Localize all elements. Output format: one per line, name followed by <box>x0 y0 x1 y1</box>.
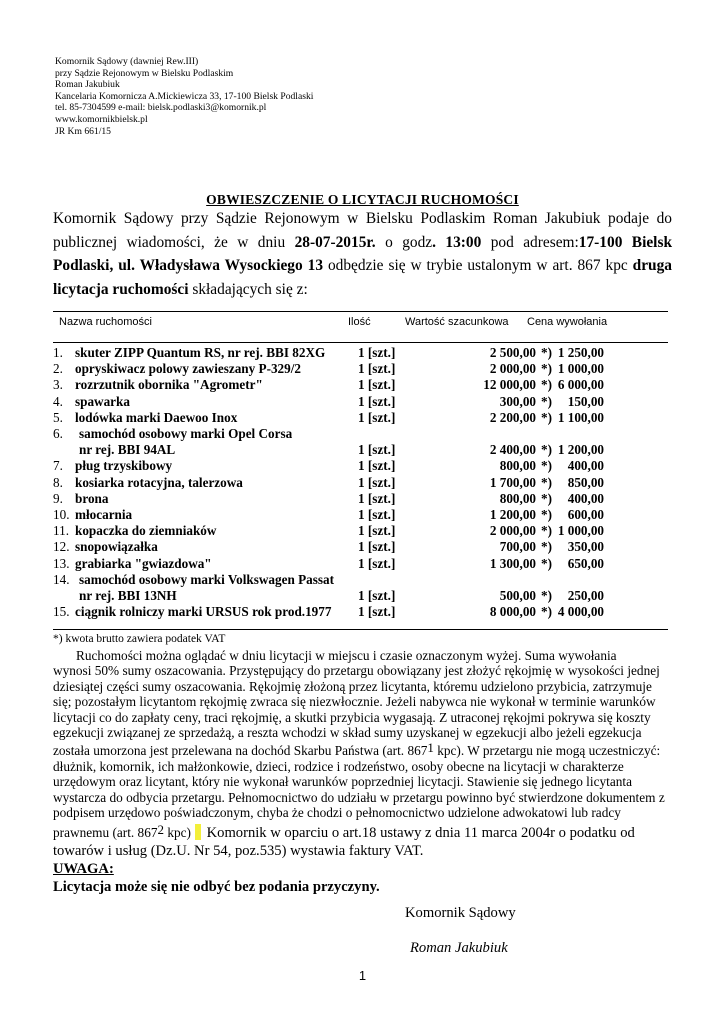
item-number: 13. <box>53 555 70 571</box>
page-number: 1 <box>358 968 367 983</box>
item-estimated-value: 800,00 <box>499 458 536 474</box>
table-row <box>53 361 613 377</box>
table-row-continued <box>53 588 613 604</box>
header-line: przy Sądzie Rejonowym w Bielsku Podlaskim <box>55 67 234 79</box>
item-number: 1. <box>53 345 63 360</box>
item-vat-note: *) <box>541 604 552 620</box>
item-quantity: 1 [szt.] <box>358 588 396 603</box>
item-name: kopaczka do ziemniaków <box>75 523 217 539</box>
item-quantity: 1 [szt.] <box>358 523 396 539</box>
item-name: młocarnia <box>75 507 133 522</box>
table-row-continued <box>53 442 613 458</box>
item-number: 8. <box>53 474 63 490</box>
item-quantity: 1 [szt.] <box>358 409 396 425</box>
col-header-call: Cena wywołania <box>527 316 608 328</box>
item-name: grabiarka "gwiazdowa" <box>75 555 212 571</box>
header-line: Kancelaria Komornicza A.Mickiewicza 33, 17-100 Bielsk Podlaski <box>55 90 314 102</box>
table-row <box>53 410 613 426</box>
item-estimated-value: 1 700,00 <box>489 474 536 490</box>
table-row <box>53 572 613 588</box>
terms-paragraph <box>53 648 672 859</box>
item-number: 9. <box>53 490 63 506</box>
item-starting-price: 1 100,00 <box>557 409 604 425</box>
intro-text: odbędzie się w trybie ustalonym w art. 867 kpc <box>323 257 633 274</box>
superscript: 1 <box>427 740 434 756</box>
item-number: 12. <box>53 539 70 555</box>
item-number: 6. <box>53 426 63 441</box>
item-estimated-value: 8 000,00 <box>489 604 536 620</box>
warning-heading: UWAGA: <box>53 861 114 877</box>
table-row <box>53 604 613 620</box>
item-number: 14. <box>53 571 70 587</box>
item-vat-note: *) <box>541 377 552 393</box>
intro-text: składających się z: <box>188 280 308 298</box>
item-starting-price: 6 000,00 <box>557 377 604 393</box>
body-line: się; pozostałym licytantom rękojmię zwraca się niezwłocznie. Jeżeli nabywca nie wykonał w terminie warunków <box>53 694 656 710</box>
body-text: została umorzona jest przelewana na dochód Skarbu Państwa (art. 867 <box>53 743 428 759</box>
item-starting-price: 350,00 <box>567 539 604 555</box>
table-row <box>53 507 613 523</box>
body-line: licytacji co do zapłaty ceny, traci rękojmię, a skutki przybicia wygasają. Z utraconej rękojmi pokrywa się koszty <box>53 709 651 725</box>
auction-address: 17-100 Bielsk Podlaski, ul. Władysława Wysockiego 13 <box>53 233 673 274</box>
highlight-marker <box>195 824 201 840</box>
superscript: 2 <box>157 822 164 838</box>
intro-text: pod adresem: <box>481 233 579 251</box>
item-vat-note: *) <box>541 361 552 377</box>
item-vat-note: *) <box>541 507 552 522</box>
item-quantity: 1 [szt.] <box>358 442 396 458</box>
item-starting-price: 250,00 <box>567 588 604 603</box>
intro-text: o godz <box>375 233 433 251</box>
header-line: Komornik Sądowy (dawniej Rew.III) <box>55 56 199 67</box>
divider <box>53 311 668 312</box>
item-estimated-value: 2 200,00 <box>489 409 536 425</box>
table-row <box>53 475 613 491</box>
item-name: pług trzyskibowy <box>75 458 173 474</box>
item-name: ciągnik rolniczy marki URSUS rok prod.1977 <box>75 604 332 620</box>
item-name: skuter ZIPP Quantum RS, nr rej. BBI 82XG <box>75 345 326 360</box>
item-estimated-value: 2 000,00 <box>489 361 536 377</box>
body-line: podpisem urzędowo poświadczonym, chyba że chodzi o pełnomocnictwo udzielone adwokatowi lub radcy <box>53 805 621 821</box>
table-row <box>53 426 613 442</box>
item-estimated-value: 2 500,00 <box>489 345 536 360</box>
item-name: samochód osobowy marki Volkswagen Passat <box>79 571 334 587</box>
item-registration: nr rej. BBI 94AL <box>79 442 176 458</box>
item-estimated-value: 800,00 <box>499 490 536 506</box>
item-starting-price: 600,00 <box>567 507 604 522</box>
item-quantity: 1 [szt.] <box>358 474 396 490</box>
col-header-value: Wartość szacunkowa <box>405 316 509 328</box>
body-line: towarów i usług (Dz.U. Nr 54, poz.535) wystawia faktury VAT. <box>53 842 424 859</box>
header-line: Roman Jakubiuk <box>55 79 120 91</box>
item-number: 5. <box>53 409 63 425</box>
body-line: urzędowym oraz licytant, który nie wykonał warunków poprzedniej licytacji. Stawienie się jednego licytanta <box>53 774 632 790</box>
col-header-qty: Ilość <box>348 316 371 328</box>
item-quantity: 1 [szt.] <box>358 604 396 620</box>
item-number: 10. <box>53 507 70 522</box>
item-starting-price: 650,00 <box>567 555 604 571</box>
item-vat-note: *) <box>541 409 552 425</box>
item-starting-price: 1 200,00 <box>557 442 604 458</box>
body-text: kpc) <box>164 825 191 841</box>
divider <box>53 629 668 630</box>
item-estimated-value: 700,00 <box>499 539 536 555</box>
body-line: dłużnik, komornik, ich małżonkowie, dzieci, rodzice i rodzeństwo, osoby obecne na licytacji w charakterze <box>53 758 624 774</box>
item-estimated-value: 1 200,00 <box>489 507 536 522</box>
item-vat-note: *) <box>541 523 552 539</box>
table-row <box>53 394 613 410</box>
item-quantity: 1 [szt.] <box>358 458 396 474</box>
item-starting-price: 400,00 <box>567 490 604 506</box>
item-name: lodówka marki Daewoo Inox <box>75 409 238 425</box>
body-text: kpc). W przetargu nie mogą uczestniczyć: <box>433 743 661 759</box>
item-quantity: 1 [szt.] <box>358 361 396 377</box>
col-header-name: Nazwa ruchomości <box>59 316 152 328</box>
item-number: 11. <box>53 523 69 539</box>
table-row <box>53 458 613 474</box>
intro-text: Komornik Sądowy przy Sądzie Rejonowym w Bielsku Podlaskim Roman Jakubiuk podaje do publicznej wiadomości, że w dniu <box>53 210 672 251</box>
table-row <box>53 523 613 539</box>
item-number: 2. <box>53 361 63 377</box>
item-quantity: 1 [szt.] <box>358 539 396 555</box>
bailiff-header <box>55 56 313 137</box>
item-name: snopowiązałka <box>75 539 158 555</box>
item-estimated-value: 1 300,00 <box>489 555 536 571</box>
item-vat-note: *) <box>541 490 552 506</box>
item-quantity: 1 [szt.] <box>358 555 396 571</box>
item-name: opryskiwacz polowy zawieszany P-329/2 <box>75 361 302 377</box>
signature-name: Roman Jakubiuk <box>410 940 508 956</box>
item-estimated-value: 500,00 <box>499 588 536 603</box>
body-text: prawnemu (art. 867 <box>53 825 158 841</box>
item-starting-price: 4 000,00 <box>557 604 604 620</box>
item-vat-note: *) <box>541 588 552 603</box>
item-estimated-value: 2 400,00 <box>489 442 536 458</box>
auction-date: 28-07-2015r. <box>294 233 376 251</box>
body-line: dziesiątej części sumy oszacowania. Rękojmię złożoną przez licytanta, któremu udzielono przybicia, zatrzymuje <box>53 678 652 694</box>
item-name: brona <box>75 490 109 506</box>
document-title: OBWIESZCZENIE O LICYTACJI RUCHOMOŚCI <box>206 192 519 207</box>
item-number: 3. <box>53 377 63 393</box>
item-name: kosiarka rotacyjna, talerzowa <box>75 474 243 490</box>
item-estimated-value: 2 000,00 <box>489 523 536 539</box>
item-vat-note: *) <box>541 393 552 409</box>
table-row <box>53 491 613 507</box>
table-row <box>53 377 613 393</box>
table-row <box>53 345 613 361</box>
body-line: Ruchomości można oglądać w dniu licytacji w miejscu i czasie oznaczonym wyżej. Suma wywołania <box>76 648 617 663</box>
item-number: 4. <box>53 393 63 409</box>
body-line <box>53 740 672 758</box>
item-starting-price: 1 000,00 <box>557 361 604 377</box>
item-quantity: 1 [szt.] <box>358 393 396 409</box>
item-vat-note: *) <box>541 442 552 458</box>
divider <box>53 342 668 343</box>
item-registration: nr rej. BBI 13NH <box>79 588 177 603</box>
auction-type: druga licytacja ruchomości <box>53 257 672 298</box>
item-vat-note: *) <box>541 555 552 571</box>
item-starting-price: 150,00 <box>567 393 604 409</box>
item-quantity: 1 [szt.] <box>358 377 396 393</box>
header-line: tel. 85-7304599 e-mail: bielsk.podlaski3@komornik.pl <box>55 102 267 114</box>
item-starting-price: 850,00 <box>567 474 604 490</box>
item-starting-price: 1 250,00 <box>557 345 604 360</box>
item-vat-note: *) <box>541 458 552 474</box>
vat-footnote: *) kwota brutto zawiera podatek VAT <box>53 633 226 645</box>
signature-role: Komornik Sądowy <box>405 905 516 921</box>
body-line: egzekucji związanej ze sprzedażą, a reszta wchodzi w skład sumy uzyskanej w egzekucji albo jeżeli egzekucja <box>53 725 642 741</box>
warning-text: Licytacja może się nie odbyć bez podania przyczyny. <box>53 879 380 895</box>
item-vat-note: *) <box>541 474 552 490</box>
item-number: 7. <box>53 458 63 474</box>
auction-time: . 13:00 <box>432 233 482 251</box>
item-quantity: 1 [szt.] <box>358 345 396 360</box>
table-row <box>53 539 613 555</box>
item-name: spawarka <box>75 393 130 409</box>
body-text: Komornik w oparciu o art.18 ustawy z dnia 11 marca 2004r o podatku od <box>202 825 635 842</box>
body-line: wynosi 50% sumy oszacowania. Przystępujący do przetargu obowiązany jest złożyć rękojmię w wysokości jednej <box>53 663 660 679</box>
item-vat-note: *) <box>541 345 552 360</box>
body-line <box>53 822 672 841</box>
item-quantity: 1 [szt.] <box>358 507 396 522</box>
item-name: rozrzutnik obornika "Agrometr" <box>75 377 263 393</box>
item-quantity: 1 [szt.] <box>358 490 396 506</box>
body-line: wystarcza do odbycia przetargu. Pełnomocnictwo do udziału w przetargu powinno być stwierdzone dokumentem z <box>53 789 665 805</box>
intro-paragraph <box>53 207 672 301</box>
item-estimated-value: 300,00 <box>499 393 536 409</box>
item-starting-price: 400,00 <box>567 458 604 474</box>
item-estimated-value: 12 000,00 <box>483 377 536 393</box>
item-starting-price: 1 000,00 <box>557 523 604 539</box>
header-line: www.komornikbielsk.pl <box>55 113 148 125</box>
item-number: 15. <box>53 604 70 620</box>
item-name: samochód osobowy marki Opel Corsa <box>79 426 293 441</box>
item-vat-note: *) <box>541 539 552 555</box>
case-number: JR Km 661/15 <box>55 125 111 137</box>
table-row <box>53 556 613 572</box>
